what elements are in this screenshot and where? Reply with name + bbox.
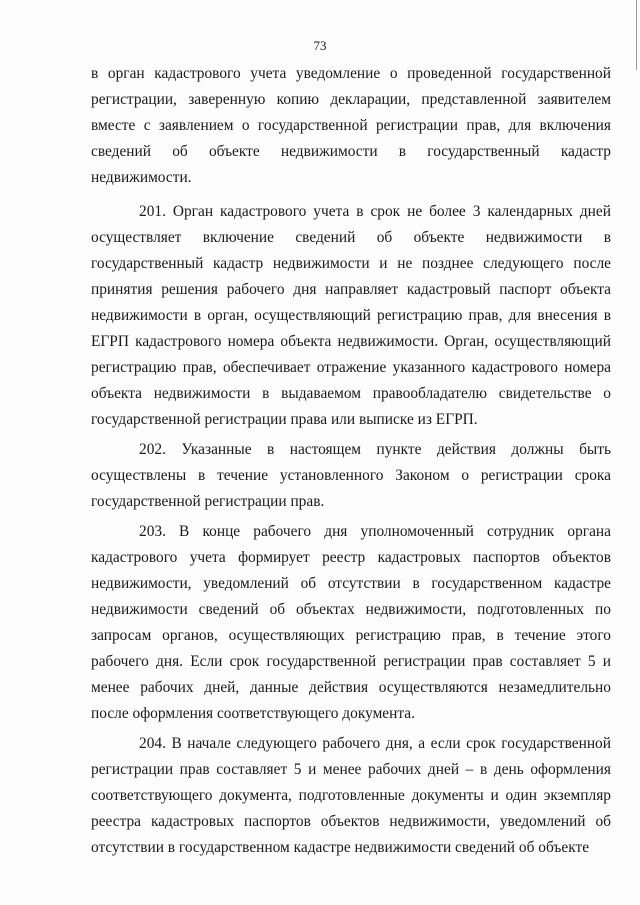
body-text <box>91 61 611 865</box>
paragraph-202: 202. Указанные в настоящем пункте действия должны быть осуществлены в течение установленного Законом о регистрации срока государственной регистрации прав. <box>91 441 611 510</box>
paragraph-continuation: в орган кадастрового учета уведомление о проведенной государственной регистрации, заверенную копию декларации, представленной заявителем вместе с заявлением о государственной регистрации прав, для включения сведений об объекте недвижимости в государственный кадастр недвижимости. <box>91 65 611 186</box>
page-edge-line <box>636 0 637 70</box>
paragraph-204: 204. В начале следующего рабочего дня, а если срок государственной регистрации прав составляет 5 и менее рабочих дней – в день оформления соответствующего документа, подготовленные документы и один экземпляр реестра кадастровых паспортов объектов недвижимости, уведомлений об отсутствии в государственном кадастре недвижимости сведений об объекте <box>91 735 611 856</box>
page-number: 73 <box>313 38 327 53</box>
paragraph-203: 203. В конце рабочего дня уполномоченный сотрудник органа кадастрового учета формирует реестр кадастровых паспортов объектов недвижимости, уведомлений об отсутствии в государственном кадастре недвижимости сведений об объектах недвижимости, подготовленных по запросам органов, осуществляющих регистрацию прав, в течение этого рабочего дня. Если срок государственной регистрации прав составляет 5 и менее рабочих дней, данные действия осуществляются незамедлительно после оформления соответствующего документа. <box>91 523 611 722</box>
paragraph-201: 201. Орган кадастрового учета в срок не более 3 календарных дней осуществляет включение сведений об объекте недвижимости в государственный кадастр недвижимости и не позднее следующего после принятия решения рабочего дня направляет кадастровый паспорт объекта недвижимости в орган, осуществляющий регистрацию прав, для внесения в ЕГРП кадастрового номера объекта недвижимости. Орган, осуществляющий регистрацию прав, обеспечивает отражение указанного кадастрового номера объекта недвижимости в выдаваемом правообладателю свидетельстве о государственной регистрации права или выписке из ЕГРП. <box>91 203 611 428</box>
